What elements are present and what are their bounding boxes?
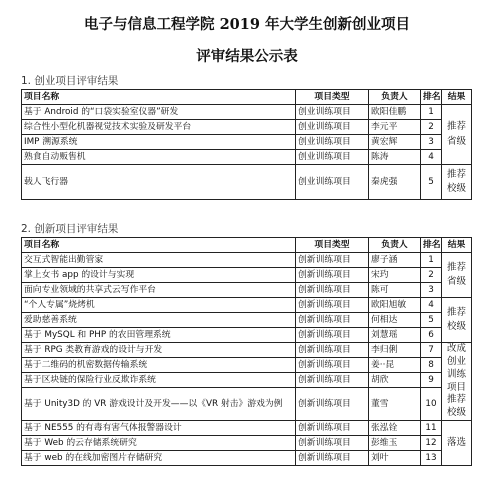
header-result: 结果	[442, 238, 472, 253]
project-name: “个人专属”烧烤机	[22, 298, 296, 313]
project-type: 创新训练项目	[296, 253, 369, 268]
project-type: 创业训练项目	[296, 135, 369, 150]
project-name: 基于 Unity3D 的 VR 游戏设计及开发——以《VR 射击》游戏为例	[22, 388, 296, 421]
project-leader: 何相达	[369, 313, 421, 328]
project-leader: 李元平	[369, 120, 421, 135]
project-name: 基于二维码的机密数据传输系统	[22, 358, 296, 373]
header-result: 结果	[442, 90, 472, 105]
result-cell: 推荐省级	[442, 105, 472, 165]
header-project-name: 项目名称	[22, 90, 296, 105]
project-name: 爱助慈善系统	[22, 313, 296, 328]
project-rank: 4	[421, 150, 442, 165]
project-type: 创新训练项目	[296, 298, 369, 313]
project-leader: 廖子涵	[369, 253, 421, 268]
project-leader: 彭维玉	[369, 436, 421, 451]
header-project-type: 项目类型	[296, 238, 369, 253]
result-cell: 推荐省级	[442, 253, 472, 298]
section-heading-startup: 1. 创业项目评审结果	[21, 75, 119, 87]
project-type: 创新训练项目	[296, 388, 369, 421]
project-rank: 4	[421, 298, 442, 313]
table-row	[22, 373, 472, 388]
project-name: 基于 Web 的云存储系统研究	[22, 436, 296, 451]
table-row	[22, 105, 472, 120]
project-leader: 胡欣	[369, 373, 421, 388]
table-row	[22, 343, 472, 358]
result-cell: 推荐校级	[442, 298, 472, 343]
project-leader: 刘慧瑶	[369, 328, 421, 343]
project-leader: 欧阳旭敏	[369, 298, 421, 313]
section-heading-innovation: 2. 创新项目评审结果	[21, 223, 119, 235]
project-rank: 5	[421, 165, 442, 200]
table-row	[22, 313, 472, 328]
table-row	[22, 451, 472, 466]
project-name: 基于 Android 的“口袋实验室仪器”研发	[22, 105, 296, 120]
project-rank: 3	[421, 135, 442, 150]
project-rank: 3	[421, 283, 442, 298]
project-name: 载人飞行器	[22, 165, 296, 200]
project-name: 掌上女书 app 的设计与实现	[22, 268, 296, 283]
table-row	[22, 358, 472, 373]
project-leader: 刘叶	[369, 451, 421, 466]
table-row	[22, 150, 472, 165]
project-leader: 陈涛	[369, 150, 421, 165]
table-row	[22, 120, 472, 135]
project-rank: 6	[421, 328, 442, 343]
project-type: 创新训练项目	[296, 328, 369, 343]
project-rank: 9	[421, 373, 442, 388]
project-leader: 陈可	[369, 283, 421, 298]
table-row	[22, 421, 472, 436]
project-name: 面向专业领域的共享式云写作平台	[22, 283, 296, 298]
project-rank: 13	[421, 451, 442, 466]
project-type: 创业训练项目	[296, 165, 369, 200]
project-type: 创新训练项目	[296, 451, 369, 466]
project-type: 创业训练项目	[296, 120, 369, 135]
project-leader: 欧阳佳鹏	[369, 105, 421, 120]
table-row	[22, 388, 472, 421]
project-leader: 张泓铨	[369, 421, 421, 436]
project-name: 基于 RPG 类教育游戏的设计与开发	[22, 343, 296, 358]
result-cell: 改成创业训练项目推荐校级	[442, 343, 472, 421]
project-type: 创新训练项目	[296, 283, 369, 298]
project-name: 基于 MySQL 和 PHP 的农田管理系统	[22, 328, 296, 343]
table-row	[22, 328, 472, 343]
project-type: 创新训练项目	[296, 343, 369, 358]
project-type: 创新训练项目	[296, 313, 369, 328]
table-row	[22, 283, 472, 298]
project-rank: 10	[421, 388, 442, 421]
project-type: 创业训练项目	[296, 150, 369, 165]
table-header-row	[22, 90, 472, 105]
project-rank: 7	[421, 343, 442, 358]
header-rank: 排名	[421, 90, 442, 105]
result-cell: 推荐校级	[442, 165, 472, 200]
project-rank: 2	[421, 268, 442, 283]
result-cell: 落选	[442, 421, 472, 466]
project-type: 创新训练项目	[296, 421, 369, 436]
project-type: 创新训练项目	[296, 268, 369, 283]
header-leader: 负责人	[369, 90, 421, 105]
project-rank: 11	[421, 421, 442, 436]
document-title: 电子与信息工程学院 2019 年大学生创新创业项目	[84, 16, 410, 33]
project-type: 创新训练项目	[296, 373, 369, 388]
project-name: 基于 NE555 的有毒有害气体报警器设计	[22, 421, 296, 436]
document-subtitle: 评审结果公示表	[196, 48, 298, 65]
project-type: 创新训练项目	[296, 436, 369, 451]
table-row	[22, 268, 472, 283]
table-row	[22, 165, 472, 200]
project-name: 熟食自动贩售机	[22, 150, 296, 165]
project-rank: 1	[421, 105, 442, 120]
project-rank: 12	[421, 436, 442, 451]
project-type: 创新训练项目	[296, 358, 369, 373]
table-row	[22, 436, 472, 451]
project-leader: 董雪	[369, 388, 421, 421]
project-type: 创业训练项目	[296, 105, 369, 120]
project-leader: 姜··昆	[369, 358, 421, 373]
header-leader: 负责人	[369, 238, 421, 253]
table-row	[22, 135, 472, 150]
project-name: IMP 溯源系统	[22, 135, 296, 150]
project-leader: 黄宏辉	[369, 135, 421, 150]
project-rank: 8	[421, 358, 442, 373]
header-project-type: 项目类型	[296, 90, 369, 105]
table-row	[22, 253, 472, 268]
project-rank: 5	[421, 313, 442, 328]
project-rank: 2	[421, 120, 442, 135]
header-project-name: 项目名称	[22, 238, 296, 253]
project-leader: 李归俐	[369, 343, 421, 358]
project-leader: 秦虎强	[369, 165, 421, 200]
innovation-results-table	[21, 237, 472, 466]
project-name: 综合性小型化机器视觉技术实验及研发平台	[22, 120, 296, 135]
startup-results-table	[21, 89, 472, 200]
header-rank: 排名	[421, 238, 442, 253]
table-row	[22, 298, 472, 313]
table-header-row	[22, 238, 472, 253]
project-rank: 1	[421, 253, 442, 268]
project-leader: 宋玓	[369, 268, 421, 283]
project-name: 交互式智能出勤管家	[22, 253, 296, 268]
project-name: 基于 web 的在线加密图片存储研究	[22, 451, 296, 466]
project-name: 基于区块链的保险行业反欺诈系统	[22, 373, 296, 388]
